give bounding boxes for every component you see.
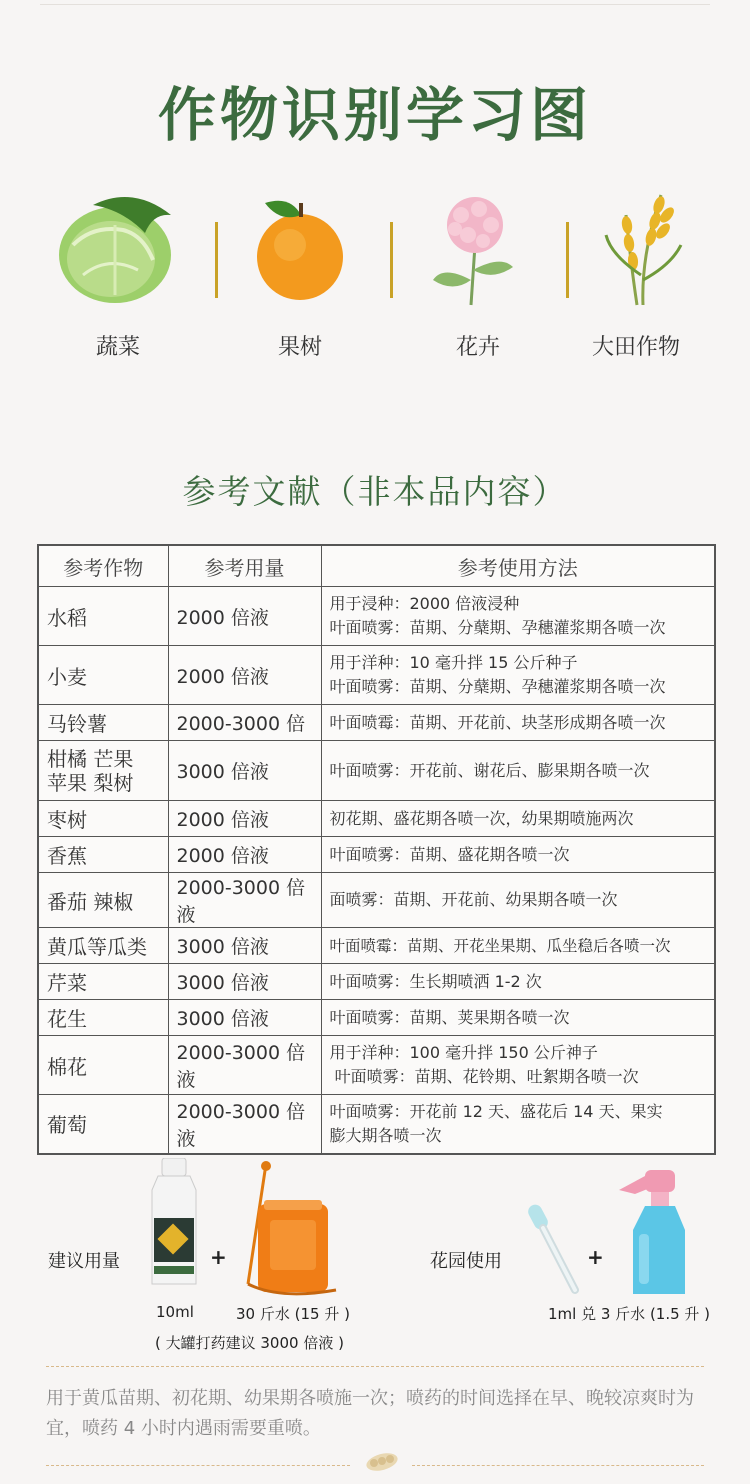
suggest-label: 建议用量 <box>48 1251 120 1272</box>
row-method: 初花期、盛花期各喷一次，幼果期喷施两次 <box>321 801 715 837</box>
usage-note: 用于黄瓜苗期、初花期、幼果期各喷施一次；喷药的时间选择在早、晚较凉爽时为宜，喷药 4 小时内遇雨需要重喷。 <box>46 1388 694 1439</box>
reference-title: 参考文献（非本品内容） <box>182 472 568 511</box>
product-bottle-icon <box>148 1158 200 1288</box>
row-dose: 3000 倍液 <box>168 928 321 964</box>
table-row <box>38 837 715 873</box>
header-dose: 参考用量 <box>168 545 321 587</box>
footer-divider-right <box>412 1465 704 1466</box>
row-dose: 2000-3000 倍液 <box>168 1036 321 1095</box>
crop-label: 果树 <box>277 335 322 360</box>
row-dose: 2000 倍液 <box>168 587 321 646</box>
crop-label: 花卉 <box>455 335 500 360</box>
garden-caption: 1ml 兑 3 斤水 (1.5 升 ) <box>548 1305 711 1323</box>
backpack-sprayer-icon <box>240 1160 344 1300</box>
row-dose: 2000 倍液 <box>168 646 321 705</box>
crop-item-fruit-tree <box>220 185 380 361</box>
row-method: 用于洋种：100 毫升拌 150 公斤神子 叶面喷雾：苗期、花铃期、吐絮期各喷一次 <box>321 1036 715 1095</box>
row-crop: 葡萄 <box>38 1095 168 1154</box>
water-caption: 30 斤水 (15 升 ) <box>236 1305 350 1323</box>
row-dose: 2000-3000 倍液 <box>168 873 321 928</box>
table-row <box>38 964 715 1000</box>
spray-bottle-icon <box>615 1160 695 1300</box>
row-method: 叶面喷雾：开花前 12 天、盛花后 14 天、果实 膨大期各喷一次 <box>321 1095 715 1154</box>
crop-item-flower <box>398 185 558 361</box>
note-divider-top <box>46 1366 704 1367</box>
crop-separator <box>390 222 393 298</box>
table-row <box>38 1095 715 1154</box>
table-row <box>38 1036 715 1095</box>
table-header-row <box>38 545 715 587</box>
row-crop: 棉花 <box>38 1036 168 1095</box>
row-crop: 枣树 <box>38 801 168 837</box>
row-method: 叶面喷雾：苗期、盛花期各喷一次 <box>321 837 715 873</box>
row-method: 叶面喷霉：苗期、开花前、块茎形成期各喷一次 <box>321 705 715 741</box>
plus-sign: + <box>210 1245 227 1269</box>
dropper-icon <box>525 1200 585 1296</box>
table-row <box>38 646 715 705</box>
row-method: 面喷雾：苗期、开花前、幼果期各喷一次 <box>321 873 715 928</box>
row-crop: 番茄 辣椒 <box>38 873 168 928</box>
row-method: 用于洋种：10 毫升拌 15 公斤种子 叶面喷雾：苗期、分蘖期、孕穗灌浆期各喷一次 <box>321 646 715 705</box>
table-row <box>38 801 715 837</box>
garden-label: 花园使用 <box>430 1251 502 1272</box>
rice-icon <box>571 185 701 310</box>
reference-table <box>37 544 716 1155</box>
row-dose: 2000-3000 倍液 <box>168 1095 321 1154</box>
row-crop: 柑橘 芒果 苹果 梨树 <box>38 741 168 801</box>
table-row <box>38 587 715 646</box>
cabbage-icon <box>53 185 183 310</box>
row-crop: 小麦 <box>38 646 168 705</box>
row-method: 叶面喷霉：苗期、开花坐果期、瓜坐稳后各喷一次 <box>321 928 715 964</box>
table-row <box>38 873 715 928</box>
row-method: 用于浸种：2000 倍液浸种 叶面喷雾：苗期、分蘖期、孕穗灌浆期各喷一次 <box>321 587 715 646</box>
row-dose: 3000 倍液 <box>168 741 321 801</box>
table-row <box>38 705 715 741</box>
row-crop: 香蕉 <box>38 837 168 873</box>
row-dose: 3000 倍液 <box>168 964 321 1000</box>
row-crop: 芹菜 <box>38 964 168 1000</box>
header-crop: 参考作物 <box>38 545 168 587</box>
row-method: 叶面喷雾：苗期、荚果期各喷一次 <box>321 1000 715 1036</box>
row-dose: 2000 倍液 <box>168 801 321 837</box>
row-crop: 花生 <box>38 1000 168 1036</box>
plus-sign: + <box>587 1245 604 1269</box>
footer-divider-left <box>46 1465 350 1466</box>
header-method: 参考使用方法 <box>321 545 715 587</box>
row-dose: 2000 倍液 <box>168 837 321 873</box>
crop-item-vegetable <box>38 185 198 361</box>
row-method: 叶面喷雾：开花前、谢花后、膨果期各喷一次 <box>321 741 715 801</box>
pea-pod-icon <box>362 1446 402 1476</box>
row-crop: 水稻 <box>38 587 168 646</box>
bottle-caption: 10ml <box>156 1303 194 1321</box>
crop-label: 蔬菜 <box>95 335 140 360</box>
table-row <box>38 741 715 801</box>
table-row <box>38 1000 715 1036</box>
top-divider <box>40 4 710 5</box>
row-crop: 黄瓜等瓜类 <box>38 928 168 964</box>
crop-label: 大田作物 <box>591 335 680 360</box>
page-title: 作物识别学习图 <box>157 81 592 149</box>
tank-note: ( 大罐打药建议 3000 倍液 ) <box>155 1334 344 1352</box>
orange-icon <box>235 185 365 310</box>
row-crop: 马铃薯 <box>38 705 168 741</box>
table-row <box>38 928 715 964</box>
crop-separator <box>215 222 218 298</box>
row-method: 叶面喷雾：生长期喷洒 1-2 次 <box>321 964 715 1000</box>
row-dose: 2000-3000 倍 <box>168 705 321 741</box>
row-dose: 3000 倍液 <box>168 1000 321 1036</box>
hydrangea-icon <box>413 185 543 310</box>
crop-item-field-crop <box>556 185 716 361</box>
